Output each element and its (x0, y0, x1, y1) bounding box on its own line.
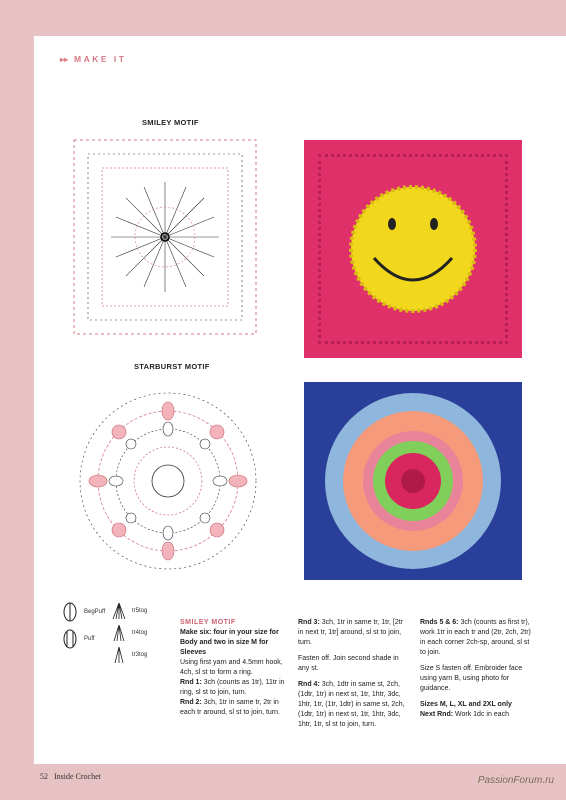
legend-label: Puff (84, 636, 95, 642)
tr3tog-symbol-icon (112, 646, 126, 664)
magazine-page (34, 36, 566, 764)
puff-symbol-icon (62, 629, 78, 649)
watermark: PassionForum.ru (477, 775, 554, 786)
smiley-motif-title: SMILEY MOTIF (142, 118, 199, 127)
instructions-column-2 (298, 618, 406, 736)
instructions-subheading: Make six: four in your size for Body and two in size M for Sleeves (180, 629, 279, 656)
page-footer (40, 772, 101, 781)
rnd1: Rnd 1: 3ch (counts as 1tr), 11tr in ring, sl st to join, turn. (180, 679, 285, 696)
instructions-column-1 (180, 618, 288, 718)
size-s-note: Size S fasten off. Embroider face using yarn B, using photo for guidance. (420, 665, 523, 692)
legend-item-tr5tog (112, 602, 147, 620)
legend-item-puff (62, 629, 95, 649)
starburst-chart-icon (68, 376, 268, 586)
instructions-intro: Using first yarn and 4.5mm hook, 4ch, sl st to form a ring. (180, 659, 283, 676)
rnd56: Rnds 5 & 6: 3ch (counts as first tr), work 1tr in each tr and (2tr, 2ch, 2tr) in each corner 2ch-sp, around, sl st to join. (420, 619, 531, 656)
legend-label: BegPuff (84, 609, 106, 615)
legend-label: tr5tog (132, 608, 148, 614)
magazine-name: Inside Crochet (54, 772, 101, 781)
legend-item-begpuff (62, 602, 105, 622)
legend-label: tr4tog (132, 630, 148, 636)
next-rnd: Next Rnd: Work 1dc in each (420, 711, 509, 718)
sizes-heading: Sizes M, L, XL and 2XL only (420, 701, 512, 708)
rnd2: Rnd 2: 3ch, 1tr in same tr, 2tr in each tr around, sl st to join, turn. (180, 699, 280, 716)
page-number: 52 (40, 772, 48, 781)
fasten-off-note: Fasten off. Join second shade in any st. (298, 655, 399, 672)
legend-label: tr3tog (132, 652, 148, 658)
legend-item-tr3tog (112, 646, 147, 664)
smiley-photo-icon (304, 140, 522, 358)
arrow-icon: ▸▸ (60, 54, 69, 64)
beg-puff-symbol-icon (62, 602, 78, 622)
starburst-photo-icon (304, 382, 522, 580)
section-tag (60, 54, 126, 64)
instructions-column-3 (420, 618, 532, 720)
rnd4: Rnd 4: 3ch, 1dtr in same st, 2ch, (1dtr, 1tr) in next st, 1tr, 1htr, 3dc, 1htr, 1tr, (1tr, 1dtr) in same st, 2ch, (1dtr, 1tr) in next st, 1tr, 1htr, 3dc, 1htr, 1tr, sl st to join, turn. (298, 681, 405, 728)
tr4tog-symbol-icon (112, 624, 126, 642)
instructions-heading: SMILEY MOTIF (180, 619, 236, 626)
starburst-motif-title: STARBURST MOTIF (134, 362, 210, 371)
legend-item-tr4tog (112, 624, 147, 642)
smiley-chart-icon (66, 132, 264, 342)
section-label: MAKE IT (74, 54, 127, 64)
rnd3: Rnd 3: 3ch, 1tr in same tr, 1tr, [2tr in next tr, 1tr] around, sl st to join, turn. (298, 619, 404, 646)
tr5tog-symbol-icon (112, 602, 126, 620)
